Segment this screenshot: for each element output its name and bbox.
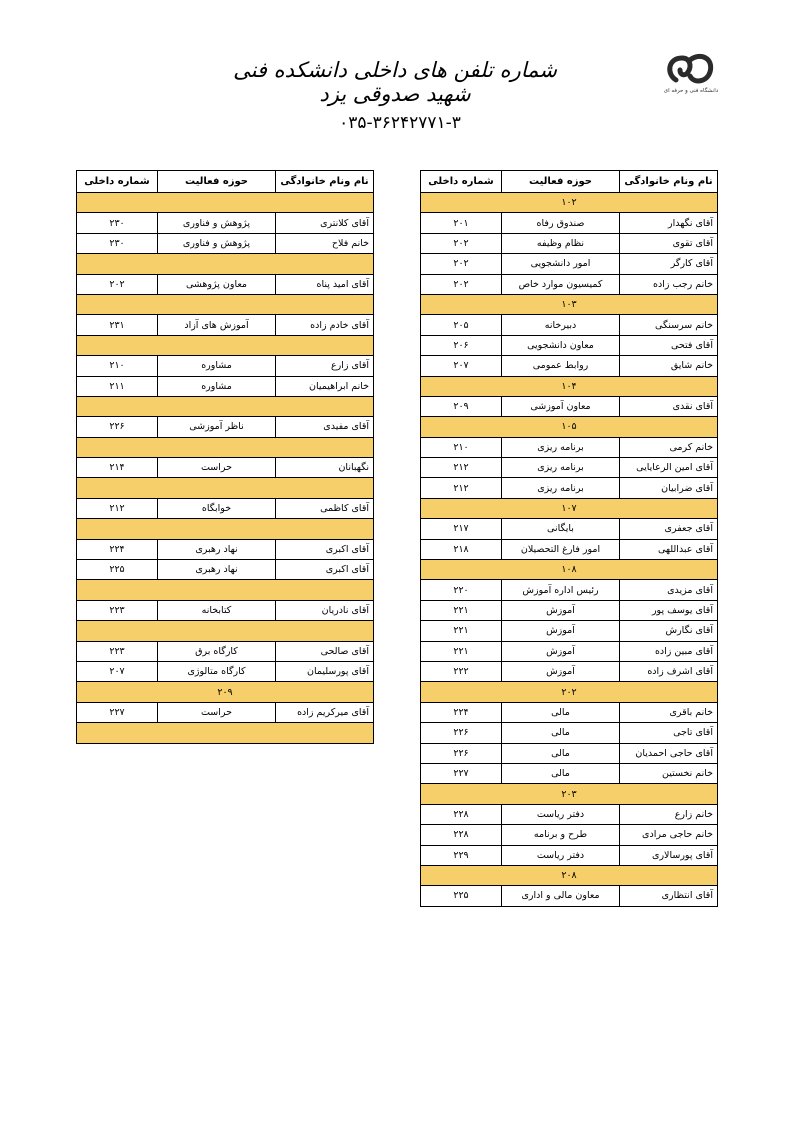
activity-cell: مالی xyxy=(502,763,620,783)
activity-cell: کارگاه برق xyxy=(158,641,276,661)
table-row xyxy=(421,478,718,498)
extension-cell: ۲۳۰ xyxy=(77,213,158,233)
room-number: ۲۰۲ xyxy=(421,682,718,702)
activity-cell: دبیرخانه xyxy=(502,315,620,335)
name-cell: آقای اکبری xyxy=(276,560,374,580)
room-band-row xyxy=(421,682,718,702)
room-band-row xyxy=(77,682,374,702)
extension-cell: ۲۲۴ xyxy=(421,702,502,722)
extension-cell: ۲۱۰ xyxy=(421,437,502,457)
activity-cell: مشاوره xyxy=(158,376,276,396)
activity-cell: مشاوره xyxy=(158,356,276,376)
room-band-row xyxy=(77,580,374,600)
table-row xyxy=(77,213,374,233)
extension-cell: ۲۱۲ xyxy=(421,478,502,498)
activity-cell: آموزش های آزاد xyxy=(158,315,276,335)
table-row xyxy=(77,661,374,681)
extension-cell: ۲۰۷ xyxy=(421,356,502,376)
room-number: ۱۰۸ xyxy=(421,560,718,580)
extension-cell: ۲۲۵ xyxy=(421,886,502,906)
table-row xyxy=(421,274,718,294)
name-cell: آقای حاجی احمدیان xyxy=(620,743,718,763)
name-cell: آقای عبداللهی xyxy=(620,539,718,559)
activity-cell: بایگانی xyxy=(502,519,620,539)
extension-cell: ۲۲۲ xyxy=(421,661,502,681)
left-directory-table xyxy=(76,170,374,744)
room-band-row xyxy=(77,723,374,743)
name-cell: خانم سرسنگی xyxy=(620,315,718,335)
page-title: شماره تلفن های داخلی دانشکده فنی شهید صدوقی یزد xyxy=(233,58,557,106)
name-cell: آقای امید پناه xyxy=(276,274,374,294)
table-row xyxy=(77,356,374,376)
table-row xyxy=(77,274,374,294)
room-number: ۲۰۹ xyxy=(77,682,374,702)
extension-cell: ۲۲۷ xyxy=(77,702,158,722)
room-band-row xyxy=(77,254,374,274)
column-header-activity: حوزه فعالیت xyxy=(158,171,276,193)
activity-cell: پژوهش و فناوری xyxy=(158,213,276,233)
table-row xyxy=(77,376,374,396)
main-phone-number: ۰۳۵-۳۶۲۴۲۷۷۱-۳ xyxy=(339,113,461,133)
name-cell: آقای صالحی xyxy=(276,641,374,661)
table-row xyxy=(77,539,374,559)
activity-cell: کتابخانه xyxy=(158,600,276,620)
activity-cell: نهاد رهبری xyxy=(158,539,276,559)
extension-cell: ۲۳۱ xyxy=(77,315,158,335)
activity-cell: دفتر ریاست xyxy=(502,804,620,824)
extension-cell: ۲۲۱ xyxy=(421,641,502,661)
name-cell: آقای جعفری xyxy=(620,519,718,539)
activity-cell: برنامه ریزی xyxy=(502,437,620,457)
column-header-activity: حوزه فعالیت xyxy=(502,171,620,193)
table-row xyxy=(421,763,718,783)
name-cell: آقای زارع xyxy=(276,356,374,376)
room-number: ۱۰۵ xyxy=(421,417,718,437)
name-cell: آقای نگارش xyxy=(620,621,718,641)
extension-cell: ۲۲۵ xyxy=(77,560,158,580)
logo-text: دانشگاه فنی و حرفه ای xyxy=(663,88,719,94)
table-row xyxy=(421,600,718,620)
extension-cell: ۲۲۱ xyxy=(421,621,502,641)
activity-cell: پژوهش و فناوری xyxy=(158,233,276,253)
activity-cell: آموزش xyxy=(502,661,620,681)
extension-cell: ۲۱۸ xyxy=(421,539,502,559)
table-row xyxy=(421,886,718,906)
activity-cell: نهاد رهبری xyxy=(158,560,276,580)
table-row xyxy=(421,743,718,763)
right-table-body xyxy=(421,193,718,907)
table-row xyxy=(77,702,374,722)
name-cell: خانم کرمی xyxy=(620,437,718,457)
room-number: ۲۰۸ xyxy=(421,865,718,885)
table-row xyxy=(77,600,374,620)
name-cell: آقای کاظمی xyxy=(276,498,374,518)
table-row xyxy=(421,437,718,457)
room-number xyxy=(77,478,374,498)
table-header-row xyxy=(77,171,374,193)
name-cell: آقای مبین زاده xyxy=(620,641,718,661)
room-number xyxy=(77,621,374,641)
room-number xyxy=(77,254,374,274)
column-header-name: نام ونام خانوادگی xyxy=(620,171,718,193)
name-cell: آقای اشرف زاده xyxy=(620,661,718,681)
extension-cell: ۲۱۷ xyxy=(421,519,502,539)
room-band-row xyxy=(421,294,718,314)
extension-cell: ۲۱۰ xyxy=(77,356,158,376)
extension-cell: ۲۰۹ xyxy=(421,396,502,416)
activity-cell: کارگاه متالوژی xyxy=(158,661,276,681)
room-band-row xyxy=(77,396,374,416)
room-band-row xyxy=(77,519,374,539)
activity-cell: برنامه ریزی xyxy=(502,458,620,478)
room-band-row xyxy=(421,498,718,518)
extension-cell: ۲۲۸ xyxy=(421,804,502,824)
room-band-row xyxy=(77,478,374,498)
extension-cell: ۲۰۲ xyxy=(421,274,502,294)
table-row xyxy=(421,804,718,824)
table-row xyxy=(421,539,718,559)
room-number xyxy=(77,580,374,600)
table-row xyxy=(421,356,718,376)
room-band-row xyxy=(77,294,374,314)
activity-cell: طرح و برنامه xyxy=(502,825,620,845)
activity-cell: آموزش xyxy=(502,641,620,661)
extension-cell: ۲۲۳ xyxy=(77,641,158,661)
room-band-row xyxy=(77,193,374,213)
name-cell: آقای فتحی xyxy=(620,335,718,355)
column-header-extension: شماره داخلی xyxy=(77,171,158,193)
column-header-extension: شماره داخلی xyxy=(421,171,502,193)
name-cell: آقای کلانتری xyxy=(276,213,374,233)
extension-cell: ۲۲۳ xyxy=(77,600,158,620)
room-number xyxy=(77,193,374,213)
table-row xyxy=(421,580,718,600)
activity-cell: امور دانشجویی xyxy=(502,254,620,274)
room-number xyxy=(77,437,374,457)
activity-cell: روابط عمومی xyxy=(502,356,620,376)
room-number: ۱۰۷ xyxy=(421,498,718,518)
room-band-row xyxy=(77,621,374,641)
extension-cell: ۲۰۱ xyxy=(421,213,502,233)
table-row xyxy=(421,458,718,478)
name-cell: خانم شایق xyxy=(620,356,718,376)
extension-cell: ۲۲۶ xyxy=(77,417,158,437)
activity-cell: مالی xyxy=(502,702,620,722)
table-row xyxy=(421,825,718,845)
name-cell: آقای امین الرعایایی xyxy=(620,458,718,478)
name-cell: آقای مفیدی xyxy=(276,417,374,437)
table-row xyxy=(421,335,718,355)
table-row xyxy=(421,233,718,253)
room-number: ۱۰۴ xyxy=(421,376,718,396)
extension-cell: ۲۱۲ xyxy=(421,458,502,478)
extension-cell: ۲۰۵ xyxy=(421,315,502,335)
activity-cell: حراست xyxy=(158,458,276,478)
name-cell: خانم باقری xyxy=(620,702,718,722)
room-band-row xyxy=(421,417,718,437)
name-cell: آقای کارگر xyxy=(620,254,718,274)
name-cell: نگهبانان xyxy=(276,458,374,478)
activity-cell: حراست xyxy=(158,702,276,722)
activity-cell: دفتر ریاست xyxy=(502,845,620,865)
activity-cell: آموزش xyxy=(502,621,620,641)
name-cell: آقای یوسف پور xyxy=(620,600,718,620)
room-number xyxy=(77,335,374,355)
name-cell: آقای پورسلیمان xyxy=(276,661,374,681)
name-cell: آقای اکبری xyxy=(276,539,374,559)
activity-cell: برنامه ریزی xyxy=(502,478,620,498)
table-row xyxy=(421,845,718,865)
name-cell: آقای نقدی xyxy=(620,396,718,416)
activity-cell: رئیس اداره آموزش xyxy=(502,580,620,600)
extension-cell: ۲۲۶ xyxy=(421,743,502,763)
room-number: ۱۰۲ xyxy=(421,193,718,213)
extension-cell: ۲۲۴ xyxy=(77,539,158,559)
extension-cell: ۲۱۴ xyxy=(77,458,158,478)
room-band-row xyxy=(421,560,718,580)
name-cell: خانم زارع xyxy=(620,804,718,824)
table-row xyxy=(421,315,718,335)
table-row xyxy=(77,498,374,518)
room-band-row xyxy=(421,784,718,804)
room-band-row xyxy=(77,437,374,457)
table-row xyxy=(421,519,718,539)
room-number xyxy=(77,519,374,539)
room-number xyxy=(77,723,374,743)
activity-cell: مالی xyxy=(502,743,620,763)
extension-cell: ۲۰۲ xyxy=(421,254,502,274)
room-band-row xyxy=(421,865,718,885)
table-row xyxy=(421,641,718,661)
name-cell: آقای ضرابیان xyxy=(620,478,718,498)
extension-cell: ۲۰۲ xyxy=(421,233,502,253)
table-header-row xyxy=(421,171,718,193)
extension-cell: ۲۱۱ xyxy=(77,376,158,396)
right-directory-table xyxy=(420,170,718,907)
table-row xyxy=(421,254,718,274)
table-row xyxy=(421,396,718,416)
table-row xyxy=(77,315,374,335)
table-row xyxy=(77,417,374,437)
extension-cell: ۲۲۶ xyxy=(421,723,502,743)
name-cell: آقای انتظاری xyxy=(620,886,718,906)
activity-cell: آموزش xyxy=(502,600,620,620)
activity-cell: صندوق رفاه xyxy=(502,213,620,233)
name-cell: خانم نخستین xyxy=(620,763,718,783)
room-number xyxy=(77,294,374,314)
activity-cell: کمیسیون موارد خاص xyxy=(502,274,620,294)
name-cell: آقای میرکریم زاده xyxy=(276,702,374,722)
activity-cell: ناظر آموزشی xyxy=(158,417,276,437)
name-cell: خانم ابراهیمیان xyxy=(276,376,374,396)
extension-cell: ۲۲۱ xyxy=(421,600,502,620)
extension-cell: ۲۰۷ xyxy=(77,661,158,681)
table-row xyxy=(421,661,718,681)
name-cell: آقای خادم زاده xyxy=(276,315,374,335)
extension-cell: ۲۰۲ xyxy=(77,274,158,294)
name-cell: آقای پورسالاری xyxy=(620,845,718,865)
extension-cell: ۲۰۶ xyxy=(421,335,502,355)
name-cell: خانم رجب زاده xyxy=(620,274,718,294)
room-number: ۲۰۳ xyxy=(421,784,718,804)
name-cell: آقای تاجی xyxy=(620,723,718,743)
name-cell: آقای نادریان xyxy=(276,600,374,620)
name-cell: آقای تقوی xyxy=(620,233,718,253)
column-header-name: نام ونام خانوادگی xyxy=(276,171,374,193)
table-row xyxy=(77,560,374,580)
table-row xyxy=(421,702,718,722)
left-table-body xyxy=(77,193,374,744)
name-cell: آقای نگهدار xyxy=(620,213,718,233)
extension-cell: ۲۳۰ xyxy=(77,233,158,253)
university-logo xyxy=(660,50,722,132)
activity-cell: معاون آموزشی xyxy=(502,396,620,416)
extension-cell: ۲۲۸ xyxy=(421,825,502,845)
activity-cell: نظام وظیفه xyxy=(502,233,620,253)
extension-cell: ۲۲۰ xyxy=(421,580,502,600)
table-row xyxy=(421,723,718,743)
extension-cell: ۲۲۹ xyxy=(421,845,502,865)
name-cell: آقای مزیدی xyxy=(620,580,718,600)
activity-cell: معاون مالی و اداری xyxy=(502,886,620,906)
name-cell: خانم حاجی مرادی xyxy=(620,825,718,845)
name-cell: خانم فلاح xyxy=(276,233,374,253)
activity-cell: خوابگاه xyxy=(158,498,276,518)
table-row xyxy=(77,641,374,661)
room-band-row xyxy=(77,335,374,355)
activity-cell: مالی xyxy=(502,723,620,743)
extension-cell: ۲۲۷ xyxy=(421,763,502,783)
room-number xyxy=(77,396,374,416)
room-band-row xyxy=(421,193,718,213)
table-row xyxy=(77,458,374,478)
activity-cell: معاون دانشجویی xyxy=(502,335,620,355)
extension-cell: ۲۱۲ xyxy=(77,498,158,518)
table-row xyxy=(77,233,374,253)
logo-emblem-icon xyxy=(660,50,722,90)
table-row xyxy=(421,213,718,233)
activity-cell: امور فارغ التحصیلان xyxy=(502,539,620,559)
room-band-row xyxy=(421,376,718,396)
table-row xyxy=(421,621,718,641)
room-number: ۱۰۳ xyxy=(421,294,718,314)
activity-cell: معاون پژوهشی xyxy=(158,274,276,294)
